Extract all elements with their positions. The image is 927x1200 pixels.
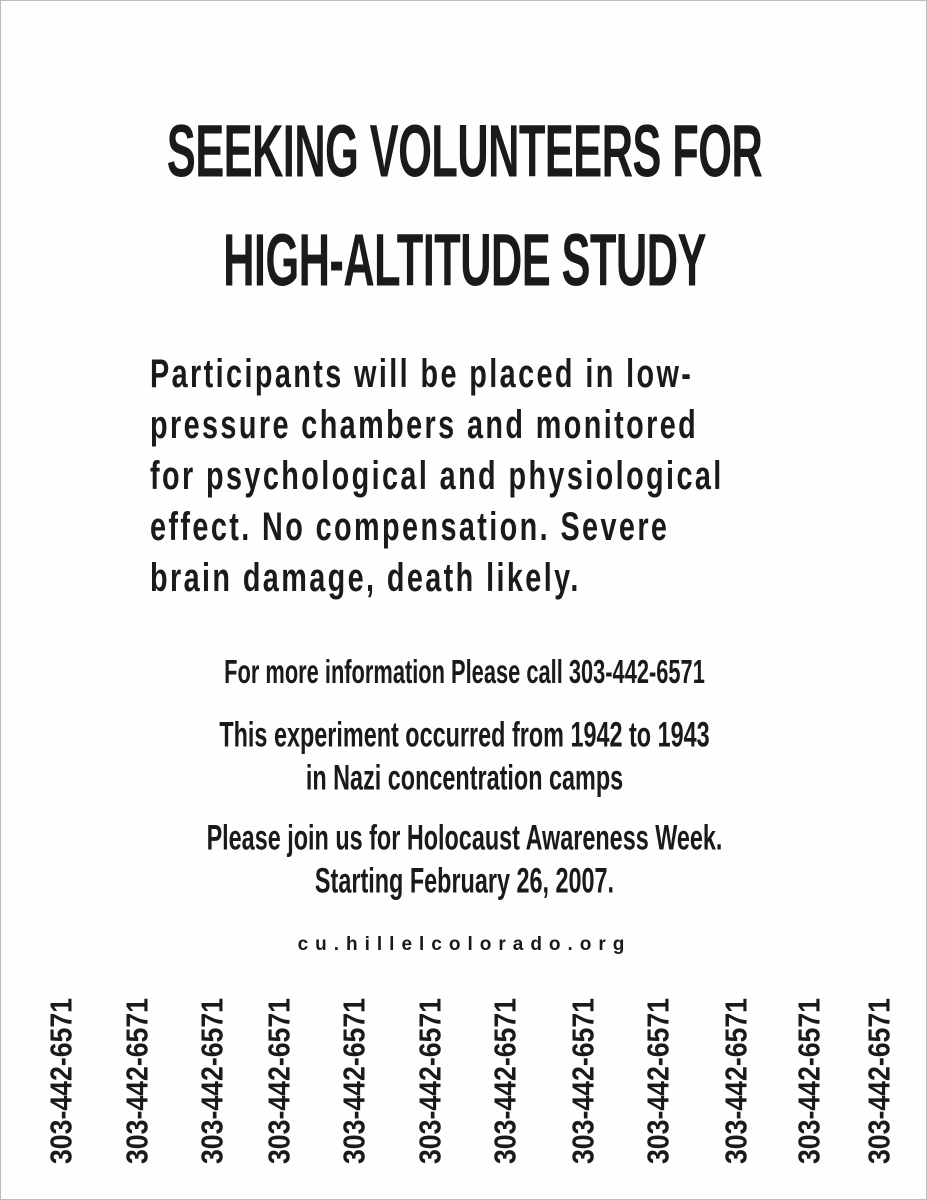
website-url: cu.hillelcolorado.org [297, 934, 632, 955]
tear-off-tab [334, 986, 374, 1176]
tab-phone-number: 303-442-6571 [194, 997, 230, 1165]
headline-line-2: HIGH-ALTITUDE STUDY [223, 218, 706, 302]
tear-off-tabs [1, 986, 927, 1176]
tab-phone-number: 303-442-6571 [791, 997, 827, 1165]
tab-phone-number: 303-442-6571 [412, 997, 448, 1165]
body-line: for psychological and physiological [150, 452, 724, 498]
tear-off-tab [716, 986, 756, 1176]
tear-off-tab [638, 986, 678, 1176]
tear-off-tab [789, 986, 829, 1176]
awareness-week-line-2: Starting February 26, 2007. [314, 861, 615, 901]
body-line: Participants will be placed in low- [150, 350, 694, 396]
tear-off-tab [41, 986, 81, 1176]
body-line: brain damage, death likely. [150, 554, 581, 600]
experiment-note-line-2: in Nazi concentration camps [305, 758, 624, 798]
tab-phone-number: 303-442-6571 [119, 997, 155, 1165]
tab-phone-number: 303-442-6571 [261, 997, 297, 1165]
body-line: pressure chambers and monitored [150, 401, 699, 447]
tear-off-tab [117, 986, 157, 1176]
body-text [150, 350, 790, 609]
tab-phone-number: 303-442-6571 [43, 997, 79, 1165]
tear-off-tab [410, 986, 450, 1176]
tab-phone-number: 303-442-6571 [861, 997, 897, 1165]
tear-off-tab [192, 986, 232, 1176]
headline-line-1: SEEKING VOLUNTEERS FOR [166, 109, 763, 193]
tab-phone-number: 303-442-6571 [565, 997, 601, 1165]
tab-phone-number: 303-442-6571 [718, 997, 754, 1165]
tear-off-tab [859, 986, 899, 1176]
tab-phone-number: 303-442-6571 [336, 997, 372, 1165]
awareness-week-line-1: Please join us for Holocaust Awareness Week. [206, 818, 723, 858]
tear-off-tab [485, 986, 525, 1176]
experiment-note-line-1: This experiment occurred from 1942 to 1943 [219, 715, 710, 755]
tear-off-tab [563, 986, 603, 1176]
body-line: effect. No compensation. Severe [150, 503, 670, 549]
tear-off-tab [259, 986, 299, 1176]
tab-phone-number: 303-442-6571 [640, 997, 676, 1165]
contact-info: For more information Please call 303-442-6571 [224, 653, 705, 691]
tab-phone-number: 303-442-6571 [487, 997, 523, 1165]
